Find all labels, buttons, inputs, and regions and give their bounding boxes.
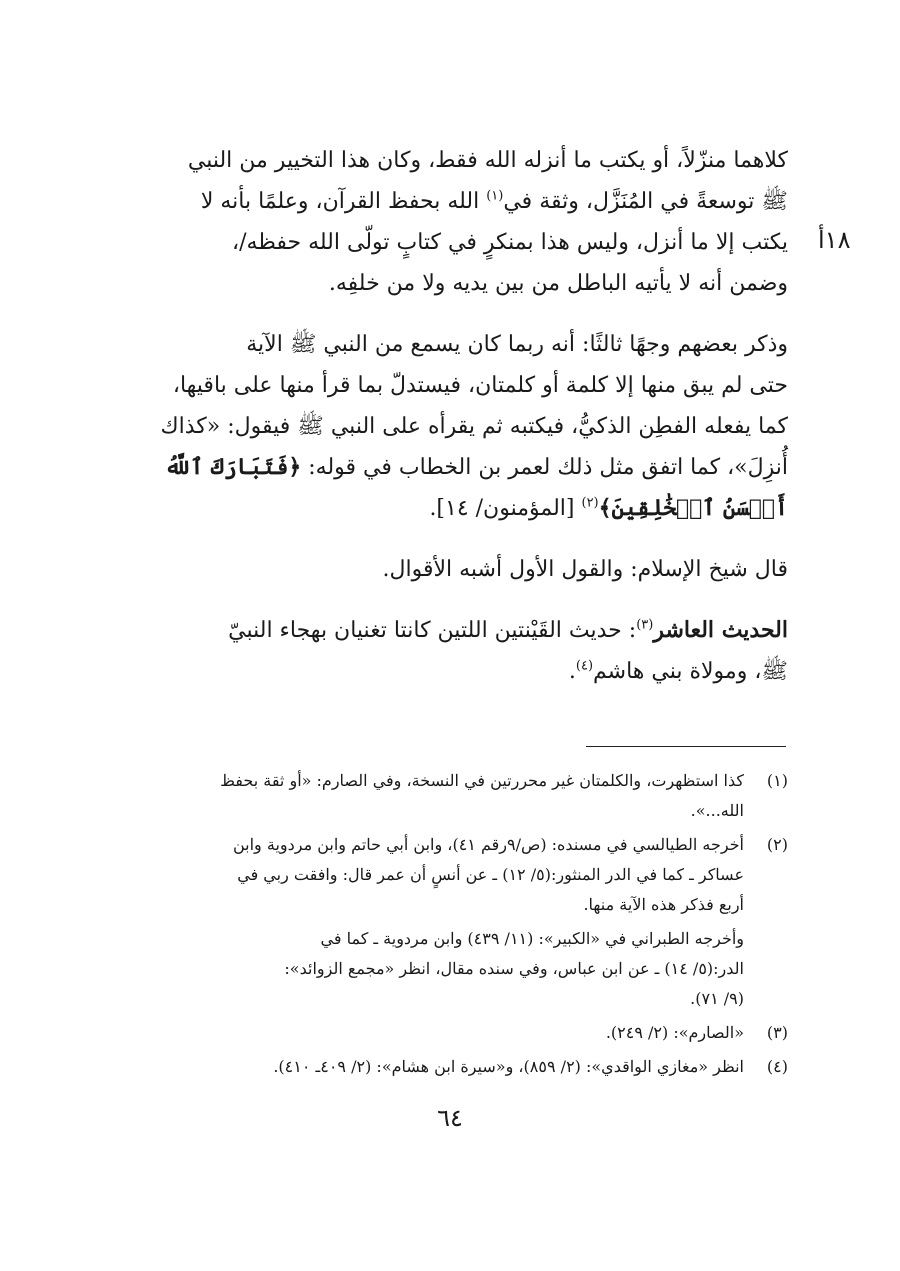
- text-segment: ﷺ توسعةً في المُنَزَّل، وثقة في: [503, 189, 788, 214]
- footnote-line: «الصارم»: (٢/ ٢٤٩).: [605, 1023, 744, 1042]
- paragraph-4: [116, 610, 788, 692]
- text-line: [116, 610, 788, 651]
- text-line: وضمن أنه لا يأتيه الباطل من بين يديه ولا من خلفِه.: [328, 271, 788, 296]
- footnote-line: كذا استظهرت، والكلمتان غير محررتين في النسخة، وفي الصارم: «أو ثقة بحفظ: [220, 771, 744, 790]
- footnote-number: (٤): [766, 1057, 788, 1076]
- text-line: كما يفعله الفطِن الذكيُّ، فيكتبه ثم يقرأه على النبي ﷺ فيقول: «كذاك: [160, 414, 788, 439]
- manuscript-folio-marker: ١٨أ: [818, 226, 851, 254]
- footnote-line: (٩/ ٧١).: [690, 989, 744, 1008]
- footnote-text: [116, 1052, 744, 1082]
- text-line: كلاهما منزّلاً، أو يكتب ما أنزله الله فقط، وكان هذا التخيير من النبي: [187, 148, 788, 173]
- text-line: يكتب إلا ما أنزل، وليس هذا بمنكرٍ في كتابٍ تولّى الله حفظه/،: [232, 230, 788, 255]
- text-line: قال شيخ الإسلام: والقول الأول أشبه الأقوال.: [382, 557, 788, 582]
- footnote-number: (٣): [766, 1023, 788, 1042]
- main-text: [116, 140, 788, 712]
- footnote-3: [116, 1018, 788, 1048]
- footnote-ref[interactable]: (٣): [636, 617, 654, 633]
- quran-verse: ﴿فَتَبَارَكَ ٱللَّهُ: [164, 454, 302, 480]
- footnote-line: أربع فذكر هذه الآية منها.: [583, 895, 744, 914]
- footnote-line: عساكر ـ كما في الدر المنثور:(٥/ ١٢) ـ عن أنسٍ أن عمر قال: وافقت ربي في: [237, 865, 744, 884]
- footnote-number: (١): [766, 771, 788, 790]
- paragraph-2: [116, 324, 788, 529]
- text-line: [116, 488, 788, 529]
- footnote-2: [116, 830, 788, 1014]
- footnote-text: [116, 830, 744, 1014]
- footnote-line: انظر «مغازي الواقدي»: (٢/ ٨٥٩)، و«سيرة ابن هشام»: (٢/ ٤٠٩ـ ٤١٠).: [273, 1057, 744, 1076]
- text-segment: أُنزِلَ»، كما اتفق مثل ذلك لعمر بن الخطاب في قوله:: [308, 455, 788, 480]
- text-segment: .: [568, 659, 576, 684]
- footnote-line: الدر:(٥/ ١٤) ـ عن ابن عباس، وفي سنده مقال، انظر «مجمع الزوائد»:: [284, 959, 744, 978]
- footnote-line: الله...».: [690, 801, 744, 820]
- text-segment: الله بحفظ القرآن، وعلمًا بأنه لا: [200, 189, 487, 214]
- footnote-1: [116, 766, 788, 826]
- footnote-ref[interactable]: (١): [486, 188, 504, 204]
- text-line: [116, 651, 788, 692]
- verse-source: [المؤمنون/ ١٤].: [429, 496, 582, 521]
- text-line: [116, 447, 788, 488]
- text-segment: : حديث القَيْنتين اللتين كانتا تغنيان بهجاء النبيّ: [228, 618, 637, 643]
- text-segment: ﷺ، ومولاة بني هاشم: [593, 659, 788, 684]
- footnotes: [116, 766, 788, 1086]
- footnote-4: [116, 1052, 788, 1082]
- footnote-ref[interactable]: (٤): [575, 658, 594, 674]
- footnote-subparagraph: [116, 924, 744, 1014]
- footnote-number: (٢): [766, 835, 788, 854]
- page-number: ٦٤: [437, 1104, 463, 1132]
- footnote-text: [116, 1018, 744, 1048]
- footnote-separator: [586, 746, 786, 747]
- hadith-heading: الحديث العاشر: [653, 617, 788, 643]
- footnote-ref[interactable]: (٢): [581, 495, 599, 511]
- text-line: [116, 181, 788, 222]
- text-line: حتى لم يبق منها إلا كلمة أو كلمتان، فيستدلّ بما قرأ منها على باقيها،: [172, 373, 788, 398]
- text-line: وذكر بعضهم وجهًا ثالثًا: أنه ربما كان يسمع من النبي ﷺ الآية: [246, 332, 788, 357]
- quran-verse: أَحۡسَنُ ٱلۡخَٰلِقِينَ﴾: [598, 495, 788, 521]
- footnote-text: [116, 766, 744, 826]
- paragraph-1: [116, 140, 788, 304]
- paragraph-3: [116, 549, 788, 590]
- footnote-line: وأخرجه الطبراني في «الكبير»: (١١/ ٤٣٩) وابن مردوية ـ كما في: [320, 929, 744, 948]
- footnote-line: أخرجه الطيالسي في مسنده: (ص/٩رقم ٤١)، وابن أبي حاتم وابن مردوية وابن: [232, 835, 744, 854]
